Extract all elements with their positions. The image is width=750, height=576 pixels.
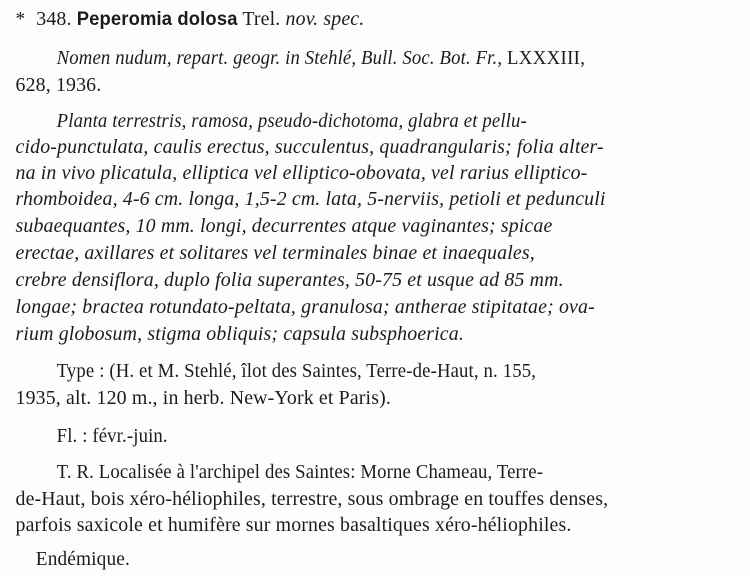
citation-line-1 bbox=[0, 45, 742, 71]
flowering-period: Fl. : févr.-juin. bbox=[56, 425, 168, 447]
description-line: erectae, axillares et solitares vel terminales binae et inaequales, bbox=[15, 242, 535, 264]
description-line: cido-punctulata, caulis erectus, succulentus, quadrangularis; folia alter- bbox=[15, 136, 604, 158]
species-author: Trel. bbox=[242, 8, 281, 30]
description-line: na in vivo plicatula, elliptica vel elliptico-obovata, vel rarius elliptico- bbox=[15, 162, 588, 184]
citation-line-2: 628, 1936. bbox=[15, 74, 102, 96]
asterisk-mark: * bbox=[15, 8, 26, 30]
distribution-line: de-Haut, bois xéro-héliophiles, terrestre, sous ombrage en touffes denses, bbox=[15, 488, 609, 510]
type-line: Type : (H. et M. Stehlé, îlot des Saintes, Terre-de-Haut, n. 155, bbox=[56, 360, 537, 382]
description-line: Planta terrestris, ramosa, pseudo-dichotoma, glabra et pellu- bbox=[56, 110, 527, 132]
description-line: subaequantes, 10 mm. longi, decurrentes atque vaginantes; spicae bbox=[15, 215, 553, 237]
citation-text: Nomen nudum, repart. geogr. in Stehlé, Bull. Soc. Bot. Fr., bbox=[56, 47, 503, 69]
species-name: Peperomia dolosa bbox=[76, 9, 238, 30]
distribution-line: T. R. Localisée à l'archipel des Saintes: Morne Chameau, Terre- bbox=[56, 461, 544, 483]
description-line: longae; bractea rotundato-peltata, granulosa; antherae stipitatae; ova- bbox=[15, 296, 595, 318]
species-number: 348. bbox=[36, 8, 72, 30]
species-status: nov. spec. bbox=[285, 8, 365, 30]
citation-volume: LXXXIII, bbox=[506, 47, 586, 69]
description-line: rium globosum, stigma obliquis; capsula subsphoerica. bbox=[15, 323, 464, 345]
distribution-line: parfois saxicole et humifère sur mornes basaltiques xéro-héliophiles. bbox=[15, 514, 572, 536]
description-line: rhomboidea, 4-6 cm. longa, 1,5-2 cm. lata, 5-nerviis, petioli et pedunculi bbox=[15, 188, 606, 210]
type-line: 1935, alt. 120 m., in herb. New-York et Paris). bbox=[15, 387, 391, 409]
description-line: crebre densiflora, duplo folia superantes, 50-75 et usque ad 85 mm. bbox=[15, 269, 564, 291]
species-heading bbox=[0, 6, 742, 33]
endemic-note: Endémique. bbox=[35, 548, 130, 570]
